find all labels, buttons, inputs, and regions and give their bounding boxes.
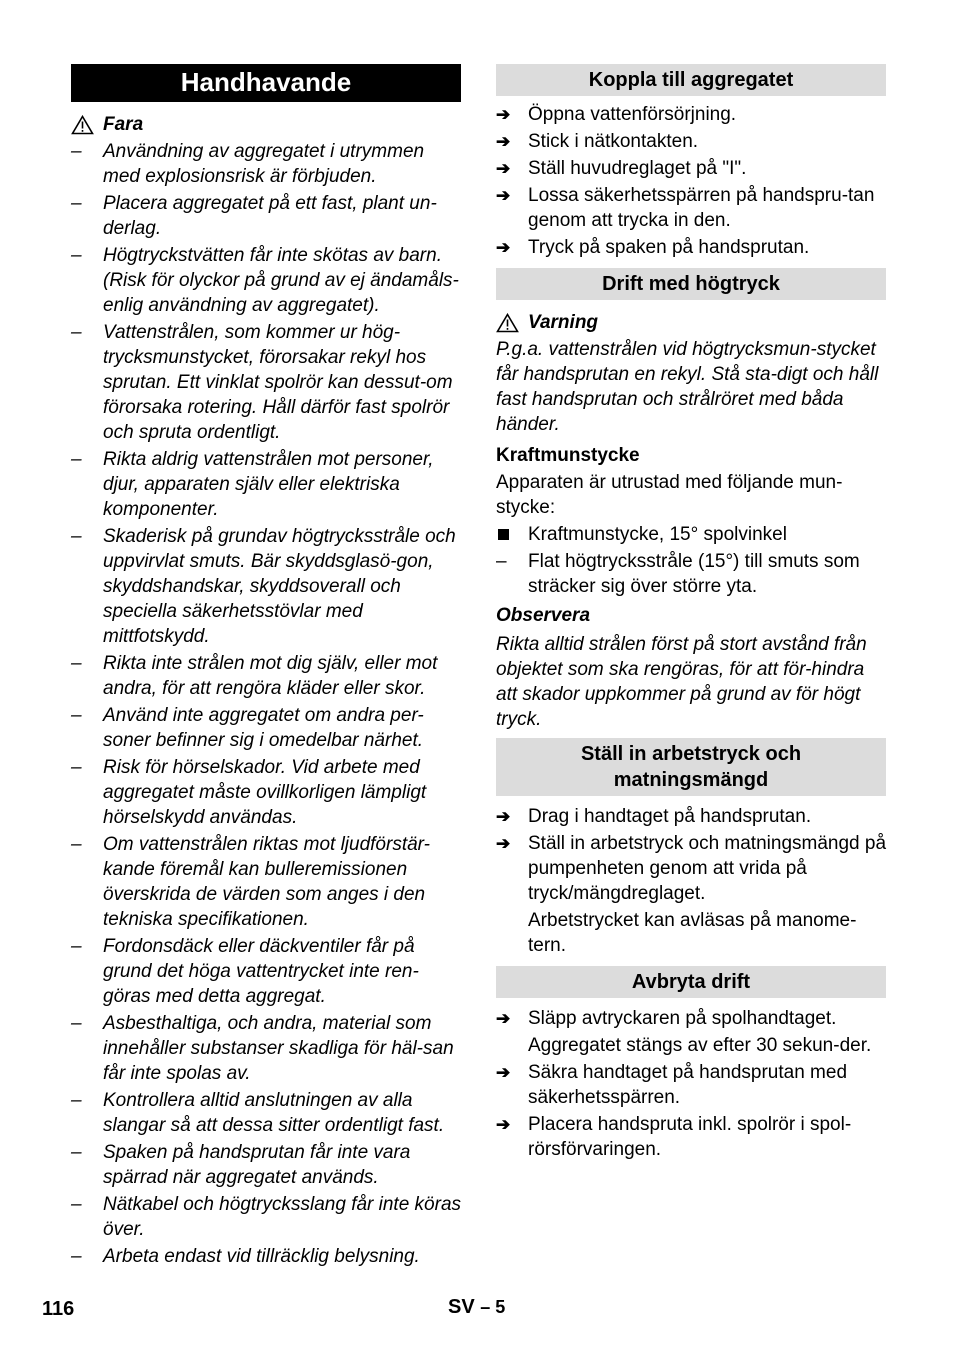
square-bullet-icon — [498, 529, 509, 540]
step-item: ➔ Lossa säkerhetsspärren på handspru-tan genom att trycka in den. — [496, 185, 875, 231]
pressure-note: Arbetstrycket kan avläsas på manome-tern. — [528, 910, 857, 956]
list-item: – Asbesthaltiga, och andra, material som innehåller substanser skadliga för häl-san får inte spolas av. — [71, 1011, 461, 1086]
list-item: – Placera aggregatet på ett fast, plant un-derlag. — [71, 191, 461, 241]
danger-label: Fara — [103, 114, 144, 135]
warning-text: P.g.a. vattenstrålen vid högtrycksmun-stycket får handsprutan en rekyl. Stå sta-digt och håll fast handsprutan och strålröret med båda händer. — [496, 339, 879, 435]
arrow-right-icon: ➔ — [496, 186, 511, 205]
arrow-right-icon: ➔ — [496, 834, 511, 853]
stop-note: Aggregatet stängs av efter 30 sekun-der. — [528, 1035, 872, 1056]
list-item: – Användning av aggregatet i utrymmen med explosionsrisk är förbjuden. — [71, 139, 461, 189]
page-title: Handhavande — [71, 64, 461, 102]
step-item: ➔ Ställ huvudreglaget på "I". — [496, 158, 747, 179]
nozzle-sub-list — [496, 549, 886, 599]
note-text: Rikta alltid strålen först på stort avstånd från objektet som ska rengöras, för att för-hindra att skador uppkommer på grund av för högt tryck. — [496, 634, 867, 730]
section-title-connect: Koppla till aggregatet — [496, 64, 886, 96]
danger-list — [71, 139, 461, 1269]
step-item: ➔ Öppna vattenförsörjning. — [496, 104, 737, 125]
nozzle-item: Kraftmunstycke, 15° spolvinkel — [496, 522, 886, 547]
step-item: ➔ Drag i handtaget på handsprutan. — [496, 806, 812, 827]
section-title-high-pressure: Drift med högtryck — [496, 268, 886, 300]
nozzle-heading: Kraftmunstycke — [496, 445, 640, 466]
step-item: ➔ Tryck på spaken på handsprutan. — [496, 237, 810, 258]
list-item: – Om vattenstrålen riktas mot ljudförstär-kande föremål kan bulleremissionen överskrida de värden som anges i den tekniska specifikationen. — [71, 832, 461, 932]
warning-label: Varning — [528, 312, 599, 333]
arrow-right-icon: ➔ — [496, 1009, 511, 1028]
list-item: – Arbeta endast vid tillräcklig belysning. — [71, 1244, 461, 1269]
stop-steps-1 — [496, 1006, 886, 1031]
warning-triangle-icon — [496, 313, 519, 333]
arrow-right-icon: ➔ — [496, 132, 511, 151]
section-number: – 5 — [480, 1297, 506, 1317]
warning-triangle-icon — [71, 115, 94, 135]
arrow-right-icon: ➔ — [496, 807, 511, 826]
list-item: – Nätkabel och högtrycksslang får inte köras över. — [71, 1192, 461, 1242]
pressure-steps — [496, 804, 886, 906]
list-item: – Rikta aldrig vattenstrålen mot personer, djur, apparaten själv eller elektriska komponenter. — [71, 447, 461, 522]
warning-heading — [496, 310, 886, 335]
list-item: – Vattenstrålen, som kommer ur hög-trycksmunstycket, förorsakar rekyl hos sprutan. Ett vinklat spolrör kan dessut-om förorsaka rotering. Håll därför fast spolrör och spruta ordentligt. — [71, 320, 461, 445]
step-item: ➔ Säkra handtaget på handsprutan med säkerhetsspärren. — [496, 1062, 848, 1108]
connect-steps — [496, 102, 886, 260]
page-number: 116 — [42, 1298, 75, 1320]
arrow-right-icon: ➔ — [496, 105, 511, 124]
section-title-stop: Avbryta drift — [496, 966, 886, 998]
danger-heading — [71, 112, 461, 137]
footer-language — [448, 1295, 505, 1320]
note-label: Observera — [496, 605, 591, 626]
list-item: – Spaken på handsprutan får inte vara spärrad när aggregatet används. — [71, 1140, 461, 1190]
arrow-right-icon: ➔ — [496, 159, 511, 178]
list-item: – Kontrollera alltid anslutningen av alla slangar så att dessa sitter ordentligt fast. — [71, 1088, 461, 1138]
step-item: ➔ Ställ in arbetstryck och matningsmängd på pumpenheten genom att vrida på tryck/mängdreglaget. — [496, 833, 887, 904]
nozzle-intro: Apparaten är utrustad med följande mun-stycke: — [496, 472, 843, 518]
arrow-right-icon: ➔ — [496, 1063, 511, 1082]
arrow-right-icon: ➔ — [496, 1115, 511, 1134]
language-code: SV — [448, 1296, 475, 1318]
list-item: – Högtryckstvätten får inte skötas av barn. (Risk för olyckor på grund av ej ändamåls-enlig användning av aggregatet). — [71, 243, 461, 318]
stop-steps-2 — [496, 1060, 886, 1162]
step-item: ➔ Släpp avtryckaren på spolhandtaget. — [496, 1008, 837, 1029]
list-item: – Skaderisk på grundav högtrycksstråle och uppvirvlat smuts. Bär skyddsglasö-gon, skyddshandskar, skyddsoverall och speciella säkerhetsstövlar med mittfotskydd. — [71, 524, 461, 649]
list-item: – Använd inte aggregatet om andra per-soner befinner sig i omedelbar närhet. — [71, 703, 461, 753]
list-item: – Risk för hörselskador. Vid arbete med aggregatet måste ovillkorligen lämpligt hörselskydd användas. — [71, 755, 461, 830]
step-item: ➔ Placera handspruta inkl. spolrör i spol-rörsförvaringen. — [496, 1114, 852, 1160]
arrow-right-icon: ➔ — [496, 238, 511, 257]
right-column — [496, 64, 886, 1162]
list-item: – Rikta inte strålen mot dig själv, eller mot andra, för att rengöra kläder eller skor. — [71, 651, 461, 701]
left-column — [71, 64, 461, 1269]
list-item: – Fordonsdäck eller däckventiler får på grund det höga vattentrycket inte ren-göras med detta aggregat. — [71, 934, 461, 1009]
list-item: – Flat högtrycksstråle (15°) till smuts som sträcker sig över större yta. — [496, 549, 886, 599]
step-item: ➔ Stick i nätkontakten. — [496, 131, 699, 152]
section-title-pressure-setting: Ställ in arbetstryck och matningsmängd — [496, 738, 886, 796]
